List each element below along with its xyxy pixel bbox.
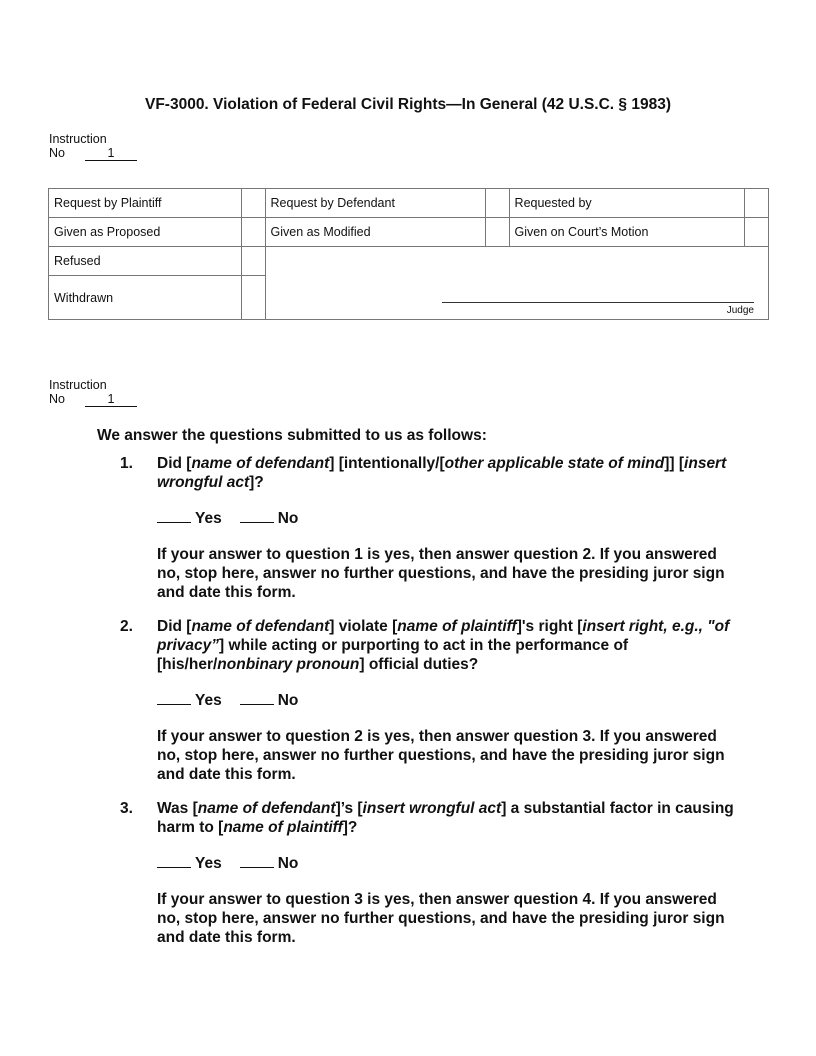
given-as-proposed-box[interactable] bbox=[241, 218, 265, 247]
question-text-segment: Did [ bbox=[157, 618, 192, 635]
yes-label: Yes bbox=[195, 510, 222, 527]
placeholder-text: other applicable state of mind bbox=[444, 455, 665, 472]
question-3 bbox=[97, 799, 737, 947]
yes-label: Yes bbox=[195, 855, 222, 872]
yes-no-answer bbox=[157, 509, 737, 528]
question-instruction: If your answer to question 2 is yes, then answer question 3. If you answered no, stop here, answer no further questions, and have the presiding juror sign and date this form. bbox=[157, 728, 725, 783]
no-label: No bbox=[277, 855, 299, 872]
question-text bbox=[157, 617, 737, 674]
yes-no-answer bbox=[157, 854, 737, 873]
placeholder-text: insert wrongful act bbox=[362, 800, 502, 817]
question-text-segment: ]? bbox=[342, 819, 358, 836]
given-as-proposed-label: Given as Proposed bbox=[49, 218, 242, 247]
placeholder-text: insert wrongful act bbox=[157, 455, 727, 491]
instruction-number-block bbox=[49, 378, 137, 407]
yes-blank[interactable] bbox=[157, 692, 191, 705]
question-text bbox=[157, 454, 737, 492]
refused-box[interactable] bbox=[241, 247, 265, 276]
placeholder-text: name of defendant bbox=[197, 800, 336, 817]
form-title: VF-3000. Violation of Federal Civil Rights—In General (42 U.S.C. § 1983) bbox=[144, 96, 671, 113]
no-label: No bbox=[49, 146, 65, 160]
placeholder-text: nonbinary pronoun bbox=[217, 656, 360, 673]
requested-by-label: Requested by bbox=[509, 189, 744, 218]
given-on-courts-motion-box[interactable] bbox=[745, 218, 769, 247]
no-blank[interactable] bbox=[240, 855, 274, 868]
instruction-label: Instruction bbox=[49, 132, 107, 146]
question-text-segment: ] official duties? bbox=[359, 656, 479, 673]
yes-blank[interactable] bbox=[157, 510, 191, 523]
question-number: 3. bbox=[120, 800, 133, 817]
question-number: 2. bbox=[120, 618, 133, 635]
instruction-number[interactable]: 1 bbox=[85, 147, 137, 161]
request-by-plaintiff-box[interactable] bbox=[241, 189, 265, 218]
yes-blank[interactable] bbox=[157, 855, 191, 868]
given-as-modified-label: Given as Modified bbox=[265, 218, 485, 247]
question-text-segment: ]’s [ bbox=[335, 800, 363, 817]
judge-signature-line bbox=[442, 302, 754, 303]
instruction-label: Instruction bbox=[49, 378, 107, 392]
question-text-segment: Did [ bbox=[157, 455, 192, 472]
request-table bbox=[48, 188, 769, 320]
question-1 bbox=[97, 454, 737, 602]
placeholder-text: name of defendant bbox=[191, 618, 330, 635]
question-text-segment: ] violate [ bbox=[329, 618, 398, 635]
given-on-courts-motion-label: Given on Court’s Motion bbox=[509, 218, 744, 247]
withdrawn-label: Withdrawn bbox=[49, 276, 242, 320]
placeholder-text: name of plaintiff bbox=[223, 819, 343, 836]
question-instruction: If your answer to question 3 is yes, then answer question 4. If you answered no, stop here, answer no further questions, and have the presiding juror sign and date this form. bbox=[157, 891, 725, 946]
requested-by-box[interactable] bbox=[745, 189, 769, 218]
request-by-plaintiff-label: Request by Plaintiff bbox=[49, 189, 242, 218]
question-text-segment: ] [intentionally/[ bbox=[329, 455, 445, 472]
no-label: No bbox=[277, 510, 299, 527]
request-by-defendant-label: Request by Defendant bbox=[265, 189, 485, 218]
request-by-defendant-box[interactable] bbox=[485, 189, 509, 218]
question-text-segment: ]? bbox=[249, 474, 264, 491]
no-label: No bbox=[49, 392, 65, 406]
question-2 bbox=[97, 617, 737, 784]
no-blank[interactable] bbox=[240, 510, 274, 523]
instruction-number[interactable]: 1 bbox=[85, 393, 137, 407]
instruction-number-block bbox=[49, 132, 137, 161]
question-instruction: If your answer to question 1 is yes, then answer question 2. If you answered no, stop here, answer no further questions, and have the presiding juror sign and date this form. bbox=[157, 546, 725, 601]
placeholder-text: insert right, e.g., "of privacy” bbox=[157, 618, 730, 654]
question-number: 1. bbox=[120, 455, 133, 472]
question-text-segment: ] a substantial factor in causing harm to [ bbox=[157, 800, 734, 836]
question-text-segment: ] while acting or purporting to act in the performance of [his/her/ bbox=[157, 637, 629, 673]
judge-signature-area[interactable] bbox=[265, 247, 768, 320]
question-text-segment: Was [ bbox=[157, 800, 198, 817]
refused-label: Refused bbox=[49, 247, 242, 276]
question-text-segment: ]'s right [ bbox=[516, 618, 583, 635]
placeholder-text: name of defendant bbox=[191, 455, 330, 472]
intro-text: We answer the questions submitted to us as follows: bbox=[97, 427, 487, 444]
question-text bbox=[157, 799, 737, 837]
withdrawn-box[interactable] bbox=[241, 276, 265, 320]
placeholder-text: name of plaintiff bbox=[397, 618, 517, 635]
no-blank[interactable] bbox=[240, 692, 274, 705]
yes-no-answer bbox=[157, 691, 737, 710]
no-label: No bbox=[277, 692, 299, 709]
yes-label: Yes bbox=[195, 692, 222, 709]
verdict-questions bbox=[97, 426, 737, 947]
judge-label: Judge bbox=[726, 305, 754, 316]
question-text-segment: ]] [ bbox=[664, 455, 685, 472]
given-as-modified-box[interactable] bbox=[485, 218, 509, 247]
